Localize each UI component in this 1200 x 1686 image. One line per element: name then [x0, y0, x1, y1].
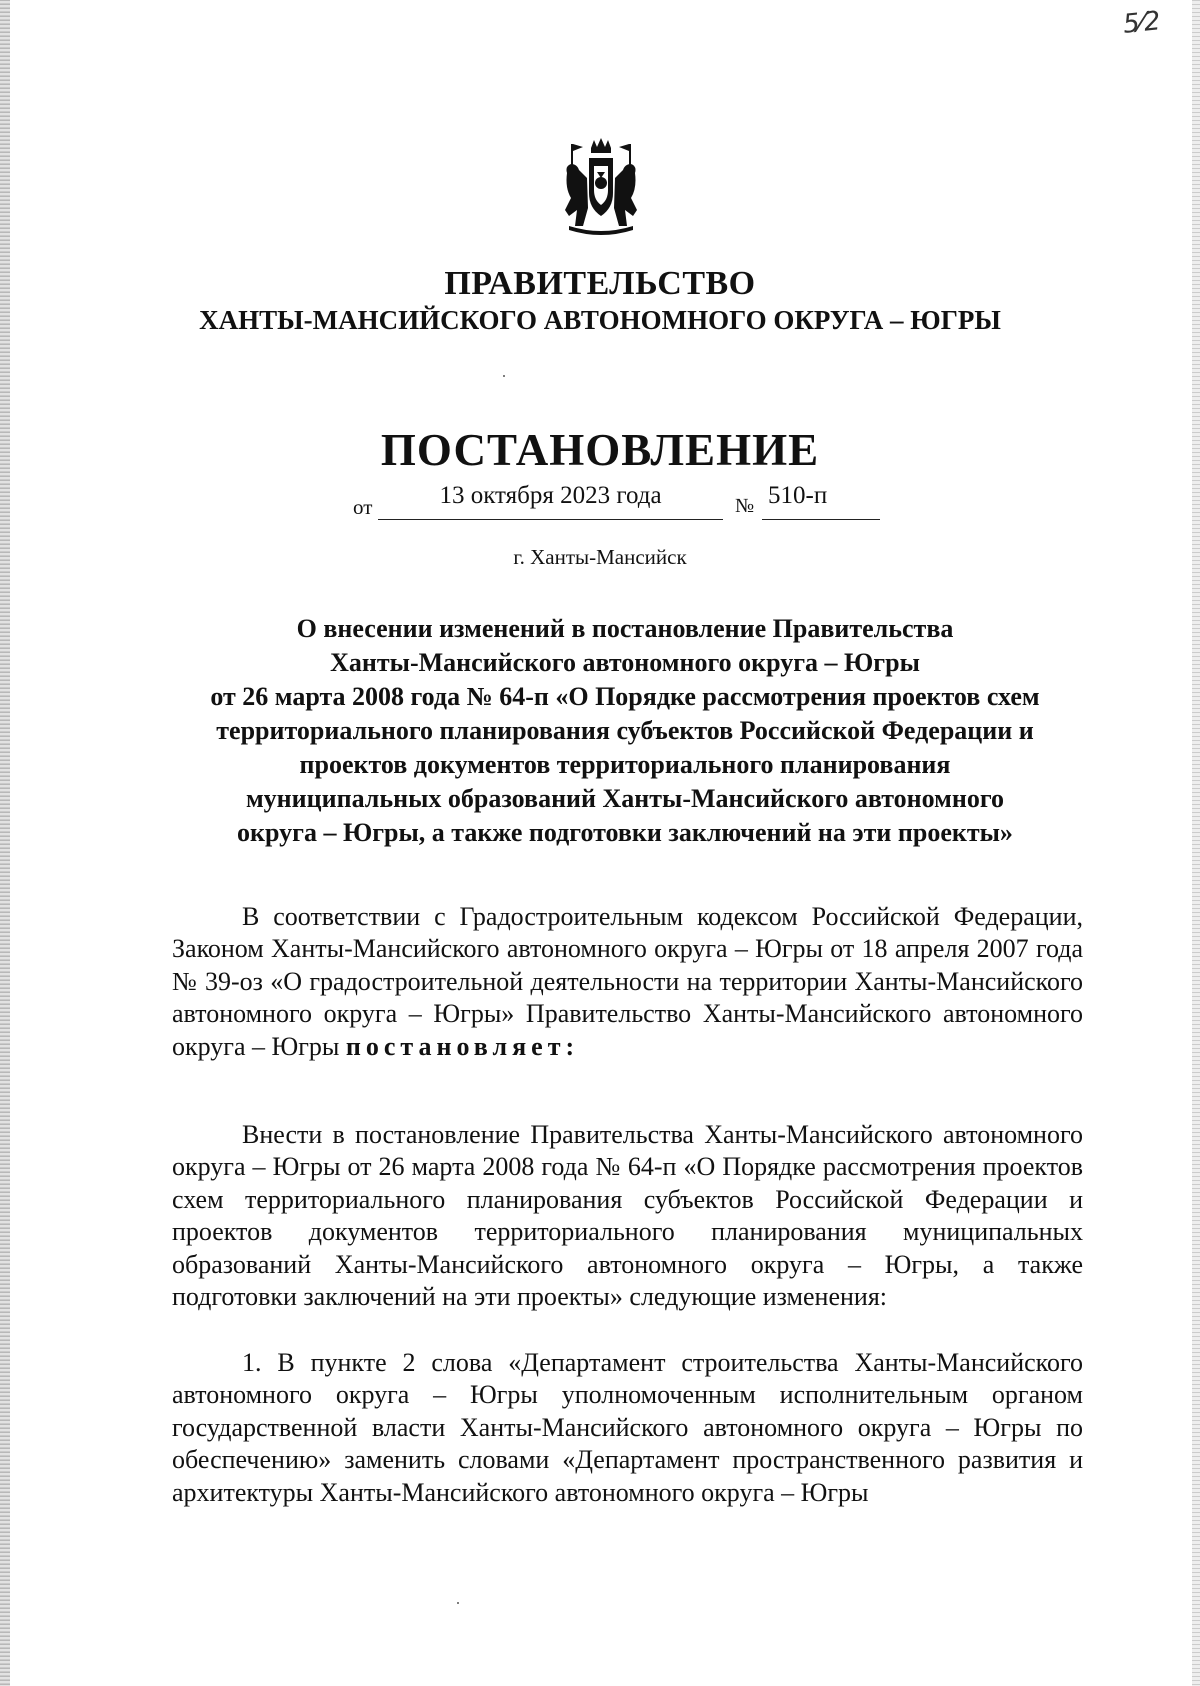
heading-line: территориального планирования субъектов Российской Федерации и [216, 716, 1034, 745]
government-title: ПРАВИТЕЛЬСТВО [444, 265, 756, 302]
scan-edge [0, 0, 10, 1686]
resolution-verb: постановляет: [345, 1031, 580, 1061]
clause-1-paragraph: 1. В пункте 2 слова «Департамент строительства Ханты-Мансийского автономного округа – Югры уполномоченным исполнительным органом государственной власти Ханты-Мансийского автономного округа – Югры по обеспечению» заменить словами «Департамент пространственного развития и архитектуры Ханты-Мансийского автономного округа – Югры [172, 1348, 1083, 1507]
preamble-text: В соответствии с Градостроительным кодексом Российской Федерации, Законом Ханты-Мансийского автономного округа – Югры от 18 апреля 2007 года № 39-оз «О градостроительной деятельности на территории Ханты-Мансийского автономного округа – Югры» Правительство Ханты-Мансийского автономного округа – Югры [172, 902, 1083, 1061]
scan-edge [1192, 0, 1200, 1686]
heading-line: муниципальных образований Ханты-Мансийского автономного [245, 784, 1005, 813]
document-number: 510-п [762, 481, 880, 520]
heading-line: от 26 марта 2008 года № 64-п «О Порядке рассмотрения проектов схем [210, 682, 1040, 711]
scan-speck [457, 1602, 459, 1604]
preamble-paragraph [172, 901, 1083, 1063]
amendment-paragraph: Внести в постановление Правительства Ханты-Мансийского автономного округа – Югры от 26 марта 2008 года № 64-п «О Порядке рассмотрения проектов схем территориального планирования субъектов Российской Федерации и проектов документов территориального планирования муниципальных образований Ханты-Мансийского автономного округа – Югры, а также подготовки заключений на эти проекты» следующие изменения: [172, 1120, 1083, 1312]
heading-line: Ханты-Мансийского автономного округа – Югры [330, 648, 920, 677]
number-prefix: № [735, 495, 755, 517]
heading-line: О внесении изменений в постановление Правительства [296, 614, 954, 643]
heading-line: проектов документов территориального планирования [299, 750, 951, 779]
scan-speck [503, 375, 505, 377]
document-date: 13 октября 2023 года [378, 481, 723, 520]
document-city: г. Ханты-Мансийск [513, 545, 687, 569]
document-heading [160, 612, 1090, 850]
handwritten-margin-note: 5⁄2 [1121, 6, 1162, 40]
heading-line: округа – Югры, а также подготовки заключений на эти проекты» [237, 818, 1013, 847]
coat-of-arms-icon [561, 138, 641, 238]
government-subtitle: ХАНТЫ-МАНСИЙСКОГО АВТОНОМНОГО ОКРУГА – ЮГРЫ [199, 305, 1001, 335]
date-prefix: от [353, 495, 373, 519]
document-type: ПОСТАНОВЛЕНИЕ [380, 425, 820, 475]
